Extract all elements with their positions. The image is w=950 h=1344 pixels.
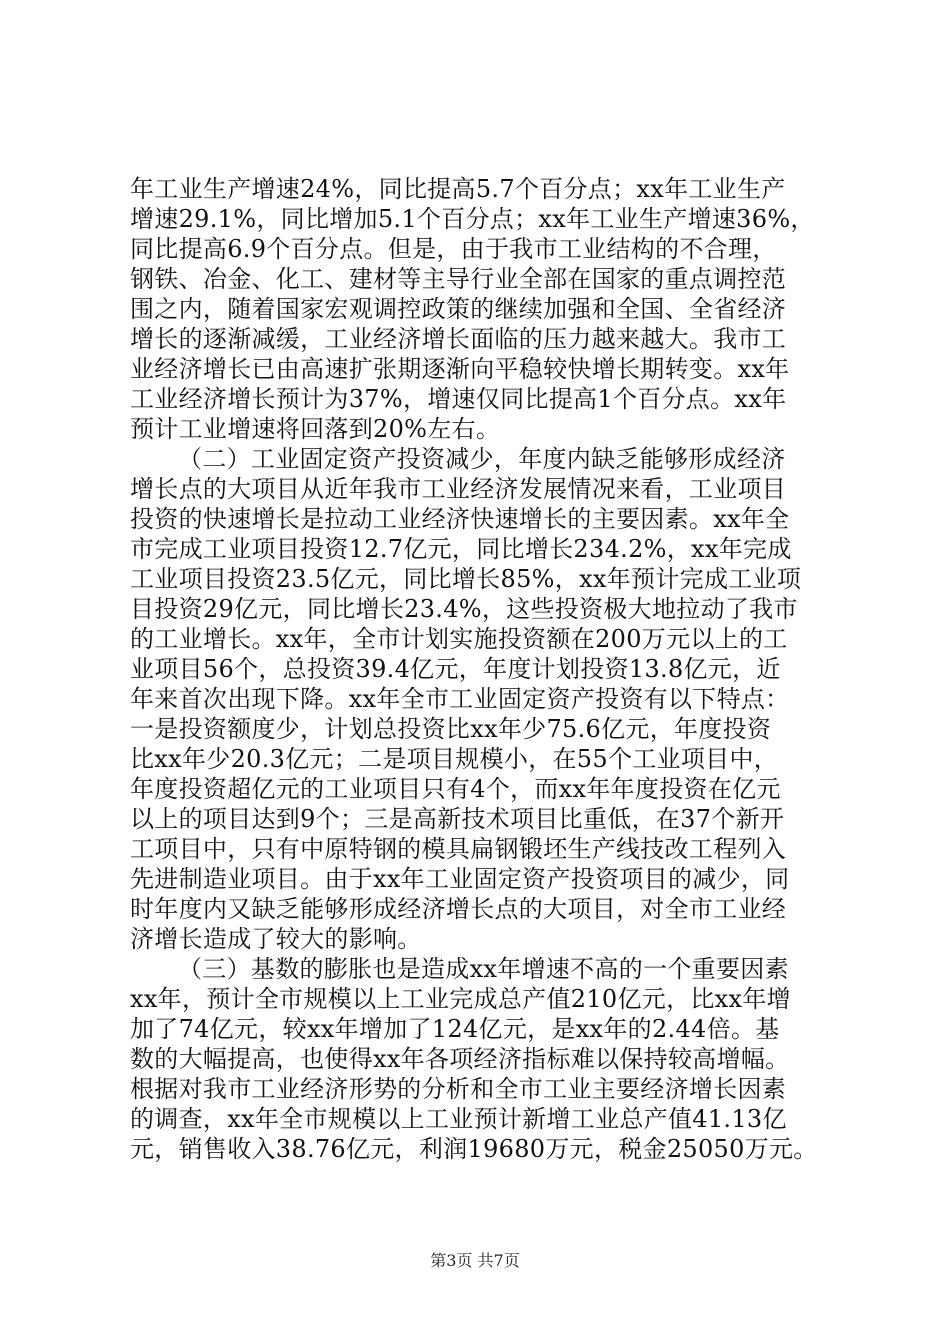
text-line: 工项目中，只有中原特钢的模具扁钢锻坯生产线技改工程列入 [130, 835, 787, 863]
text-line: 年来首次出现下降。xx年全市工业固定资产投资有以下特点： [130, 685, 790, 713]
text-line: 根据对我市工业经济形势的分析和全市工业主要经济增长因素 [130, 1075, 787, 1103]
section-heading-3: （三）基数的膨胀也是造成xx年增速不高的一个重要因素 [178, 955, 789, 983]
text-line: 业经济增长已由高速扩张期逐渐向平稳较快增长期转变。xx年 [130, 355, 790, 383]
text-line: 比xx年少20.3亿元；二是项目规模小，在55个工业项目中， [130, 745, 779, 773]
body-text [130, 174, 850, 1164]
page-number-footer: 第3页 共7页 [430, 1251, 520, 1270]
text-line: 增长点的大项目从近年我市工业经济发展情况来看，工业项目 [130, 475, 787, 503]
text-line: 钢铁、冶金、化工、建材等主导行业全部在国家的重点调控范 [130, 265, 787, 293]
section-heading-2: （二）工业固定资产投资减少，年度内缺乏能够形成经济 [178, 445, 786, 473]
text-line: 时年度内又缺乏能够形成经济增长点的大项目，对全市工业经 [130, 895, 787, 923]
text-line: 年度投资超亿元的工业项目只有4个，而xx年年度投资在亿元 [130, 775, 781, 803]
text-line: 预计工业增速将回落到20%左右。 [130, 415, 501, 443]
text-line: 投资的快速增长是拉动工业经济快速增长的主要因素。xx年全 [130, 505, 790, 533]
text-line: 年工业生产增速24%，同比提高5.7个百分点；xx年工业生产 [130, 175, 786, 203]
text-line: 的调查，xx年全市规模以上工业预计新增工业总产值41.13亿 [130, 1105, 787, 1133]
text-line: 以上的项目达到9个；三是高新技术项目比重低，在37个新开 [130, 805, 785, 833]
text-line: 同比提高6.9个百分点。但是，由于我市工业结构的不合理， [130, 235, 777, 263]
text-line: 工业项目投资23.5亿元，同比增长85%，xx年预计完成工业项 [130, 565, 802, 593]
text-line: 济增长造成了较大的影响。 [130, 925, 422, 953]
text-line: 市完成工业项目投资12.7亿元，同比增长234.2%，xx年完成 [130, 535, 792, 563]
text-line: 增速29.1%，同比增加5.1个百分点；xx年工业生产增速36%， [130, 205, 815, 233]
text-line: 先进制造业项目。由于xx年工业固定资产投资项目的减少，同 [130, 865, 790, 893]
text-line: 工业经济增长预计为37%，增速仅同比提高1个百分点。xx年 [130, 385, 787, 413]
text-line: 数的大幅提高，也使得xx年各项经济指标难以保持较高增幅。 [130, 1045, 790, 1073]
text-line: 增长的逐渐减缓，工业经济增长面临的压力越来越大。我市工 [130, 325, 787, 353]
text-line: 业项目56个，总投资39.4亿元，年度计划投资13.8亿元，近 [130, 655, 781, 683]
text-line: 元，销售收入38.76亿元，利润19680万元，税金25050万元。 [130, 1135, 818, 1163]
text-line: 一是投资额度少，计划总投资比xx年少75.6亿元，年度投资 [130, 715, 772, 743]
text-line: 加了74亿元，较xx年增加了124亿元，是xx年的2.44倍。基 [130, 1015, 780, 1043]
text-line: 目投资29亿元，同比增长23.4%，这些投资极大地拉动了我市 [130, 595, 798, 623]
text-line: xx年，预计全市规模以上工业完成总产值210亿元，比xx年增 [130, 985, 791, 1013]
text-line: 的工业增长。xx年，全市计划实施投资额在200万元以上的工 [130, 625, 788, 653]
text-line: 围之内，随着国家宏观调控政策的继续加强和全国、全省经济 [130, 295, 787, 323]
